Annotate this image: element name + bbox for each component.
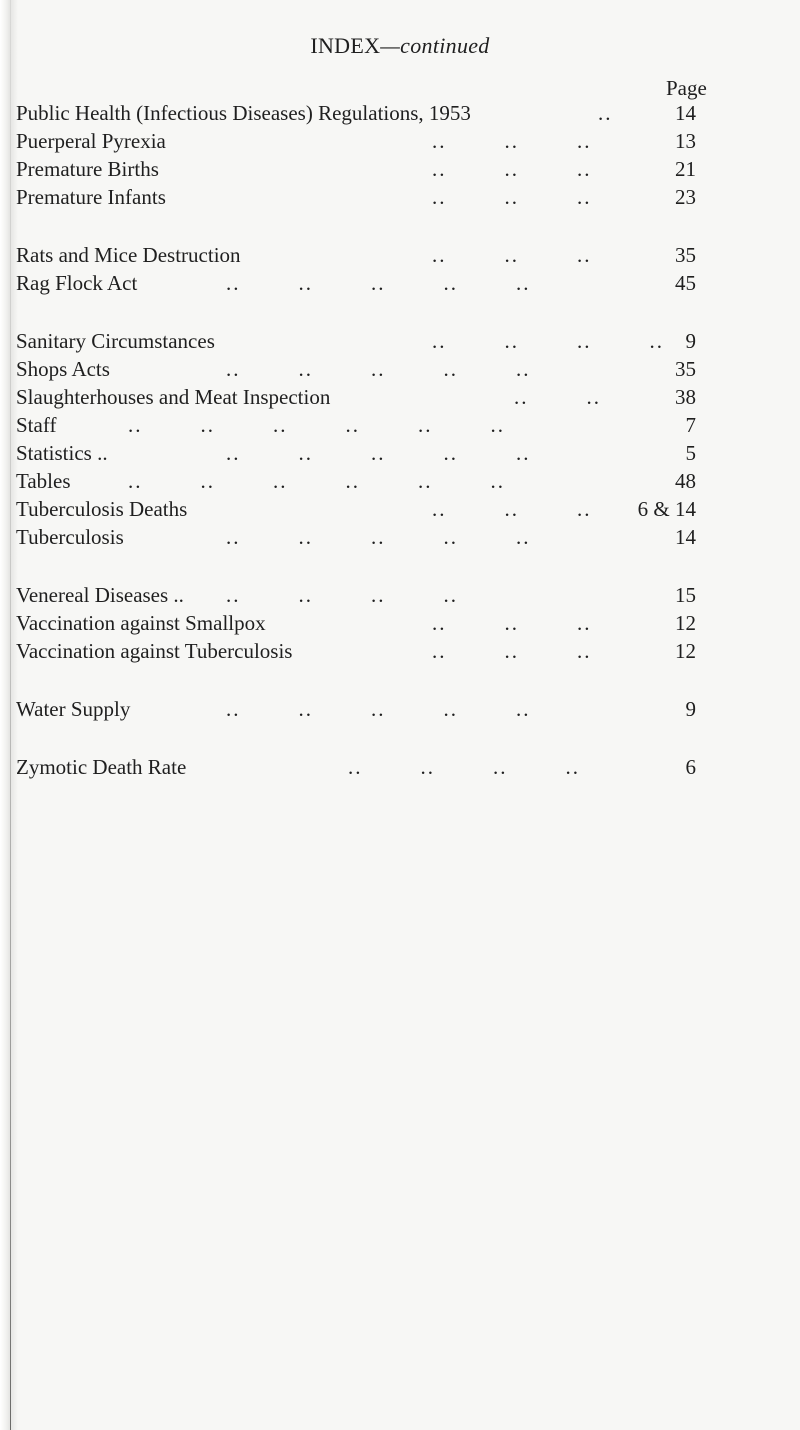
index-entry-leader-dots: .. .. .. .. [348,755,580,779]
index-entry-leader-dots: .. .. .. [432,639,592,663]
index-entry-label: Venereal Diseases .. [16,583,184,607]
index-entry-label: Rag Flock Act [16,271,138,295]
index-entry [0,611,800,637]
index-entry-leader-dots: .. .. .. [432,157,592,181]
index-entry-page-number: 13 [675,129,696,153]
index-entry-page-number: 12 [675,639,696,663]
index-entry-page-number: 23 [675,185,696,209]
index-entry [0,413,800,439]
index-entry-page-number: 7 [685,413,696,437]
index-entry-label: Zymotic Death Rate [16,755,187,779]
index-entry-page-number: 48 [675,469,696,493]
index-entry-leader-dots: .. .. [514,385,601,409]
index-entry-label: Premature Infants [16,185,166,209]
index-entry-label: Tables [16,469,71,493]
index-entry [0,101,800,127]
index-entry-leader-dots: .. .. .. .. .. .. [128,469,505,493]
index-entry-label: Puerperal Pyrexia [16,129,166,153]
index-entry [0,583,800,609]
index-entry-page-number: 12 [675,611,696,635]
index-title-suffix: —continued [380,33,490,58]
index-entry-label: Sanitary Circumstances [16,329,215,353]
index-entry [0,129,800,155]
index-entry-leader-dots: .. .. .. [432,129,592,153]
index-entry [0,157,800,183]
index-entry-page-number: 38 [675,385,696,409]
index-entry-label: Vaccination against Tuberculosis [16,639,293,663]
index-entry-label: Tuberculosis Deaths [16,497,188,521]
index-entry-leader-dots: .. .. .. [432,611,592,635]
index-entry-leader-dots: .. [598,101,613,125]
index-entry [0,697,800,723]
index-entry-page-number: 14 [675,525,696,549]
index-entry-page-number: 5 [685,441,696,465]
index-entry [0,639,800,665]
index-entry [0,497,800,523]
index-entry-label: Premature Births [16,157,159,181]
index-entry-label: Public Health (Infectious Diseases) Regulations, 1953 [16,101,471,125]
index-entry [0,329,800,355]
index-title-main: INDEX [310,33,381,58]
index-entry-page-number: 6 & 14 [637,497,696,521]
index-entry-label: Statistics .. [16,441,108,465]
index-entry-leader-dots: .. .. .. .. .. [226,697,531,721]
index-entry-page-number: 35 [675,243,696,267]
index-entry-page-number: 6 [685,755,696,779]
index-entry-label: Shops Acts [16,357,110,381]
index-entry-page-number: 15 [675,583,696,607]
index-entry-label: Staff [16,413,57,437]
index-entry [0,755,800,781]
index-entry [0,469,800,495]
index-entry-leader-dots: .. .. .. .. .. .. [128,413,505,437]
page-column-label: Page [666,76,707,100]
index-entry-leader-dots: .. .. .. [432,185,592,209]
index-entry-leader-dots: .. .. .. .. [226,583,458,607]
index-entry-leader-dots: .. .. .. .. .. [226,441,531,465]
index-entry-leader-dots: .. .. .. [432,497,592,521]
index-entry [0,441,800,467]
index-entry-page-number: 35 [675,357,696,381]
index-entry-page-number: 9 [685,329,696,353]
index-entry [0,385,800,411]
index-entry [0,185,800,211]
index-entry [0,357,800,383]
index-entry-label: Tuberculosis [16,525,124,549]
index-entry-leader-dots: .. .. .. .. [432,329,664,353]
index-title [0,33,800,59]
index-entry [0,525,800,551]
index-entry-page-number: 14 [675,101,696,125]
index-entry-page-number: 21 [675,157,696,181]
index-entry-label: Slaughterhouses and Meat Inspection [16,385,331,409]
index-entry-leader-dots: .. .. .. [432,243,592,267]
index-entry-label: Rats and Mice Destruction [16,243,241,267]
index-entry-label: Water Supply [16,697,131,721]
index-entry-page-number: 45 [675,271,696,295]
index-entry-label: Vaccination against Smallpox [16,611,266,635]
index-entry-leader-dots: .. .. .. .. .. [226,357,531,381]
index-entry [0,271,800,297]
index-entry-page-number: 9 [685,697,696,721]
index-entry [0,243,800,269]
index-entry-leader-dots: .. .. .. .. .. [226,271,531,295]
index-entry-leader-dots: .. .. .. .. .. [226,525,531,549]
